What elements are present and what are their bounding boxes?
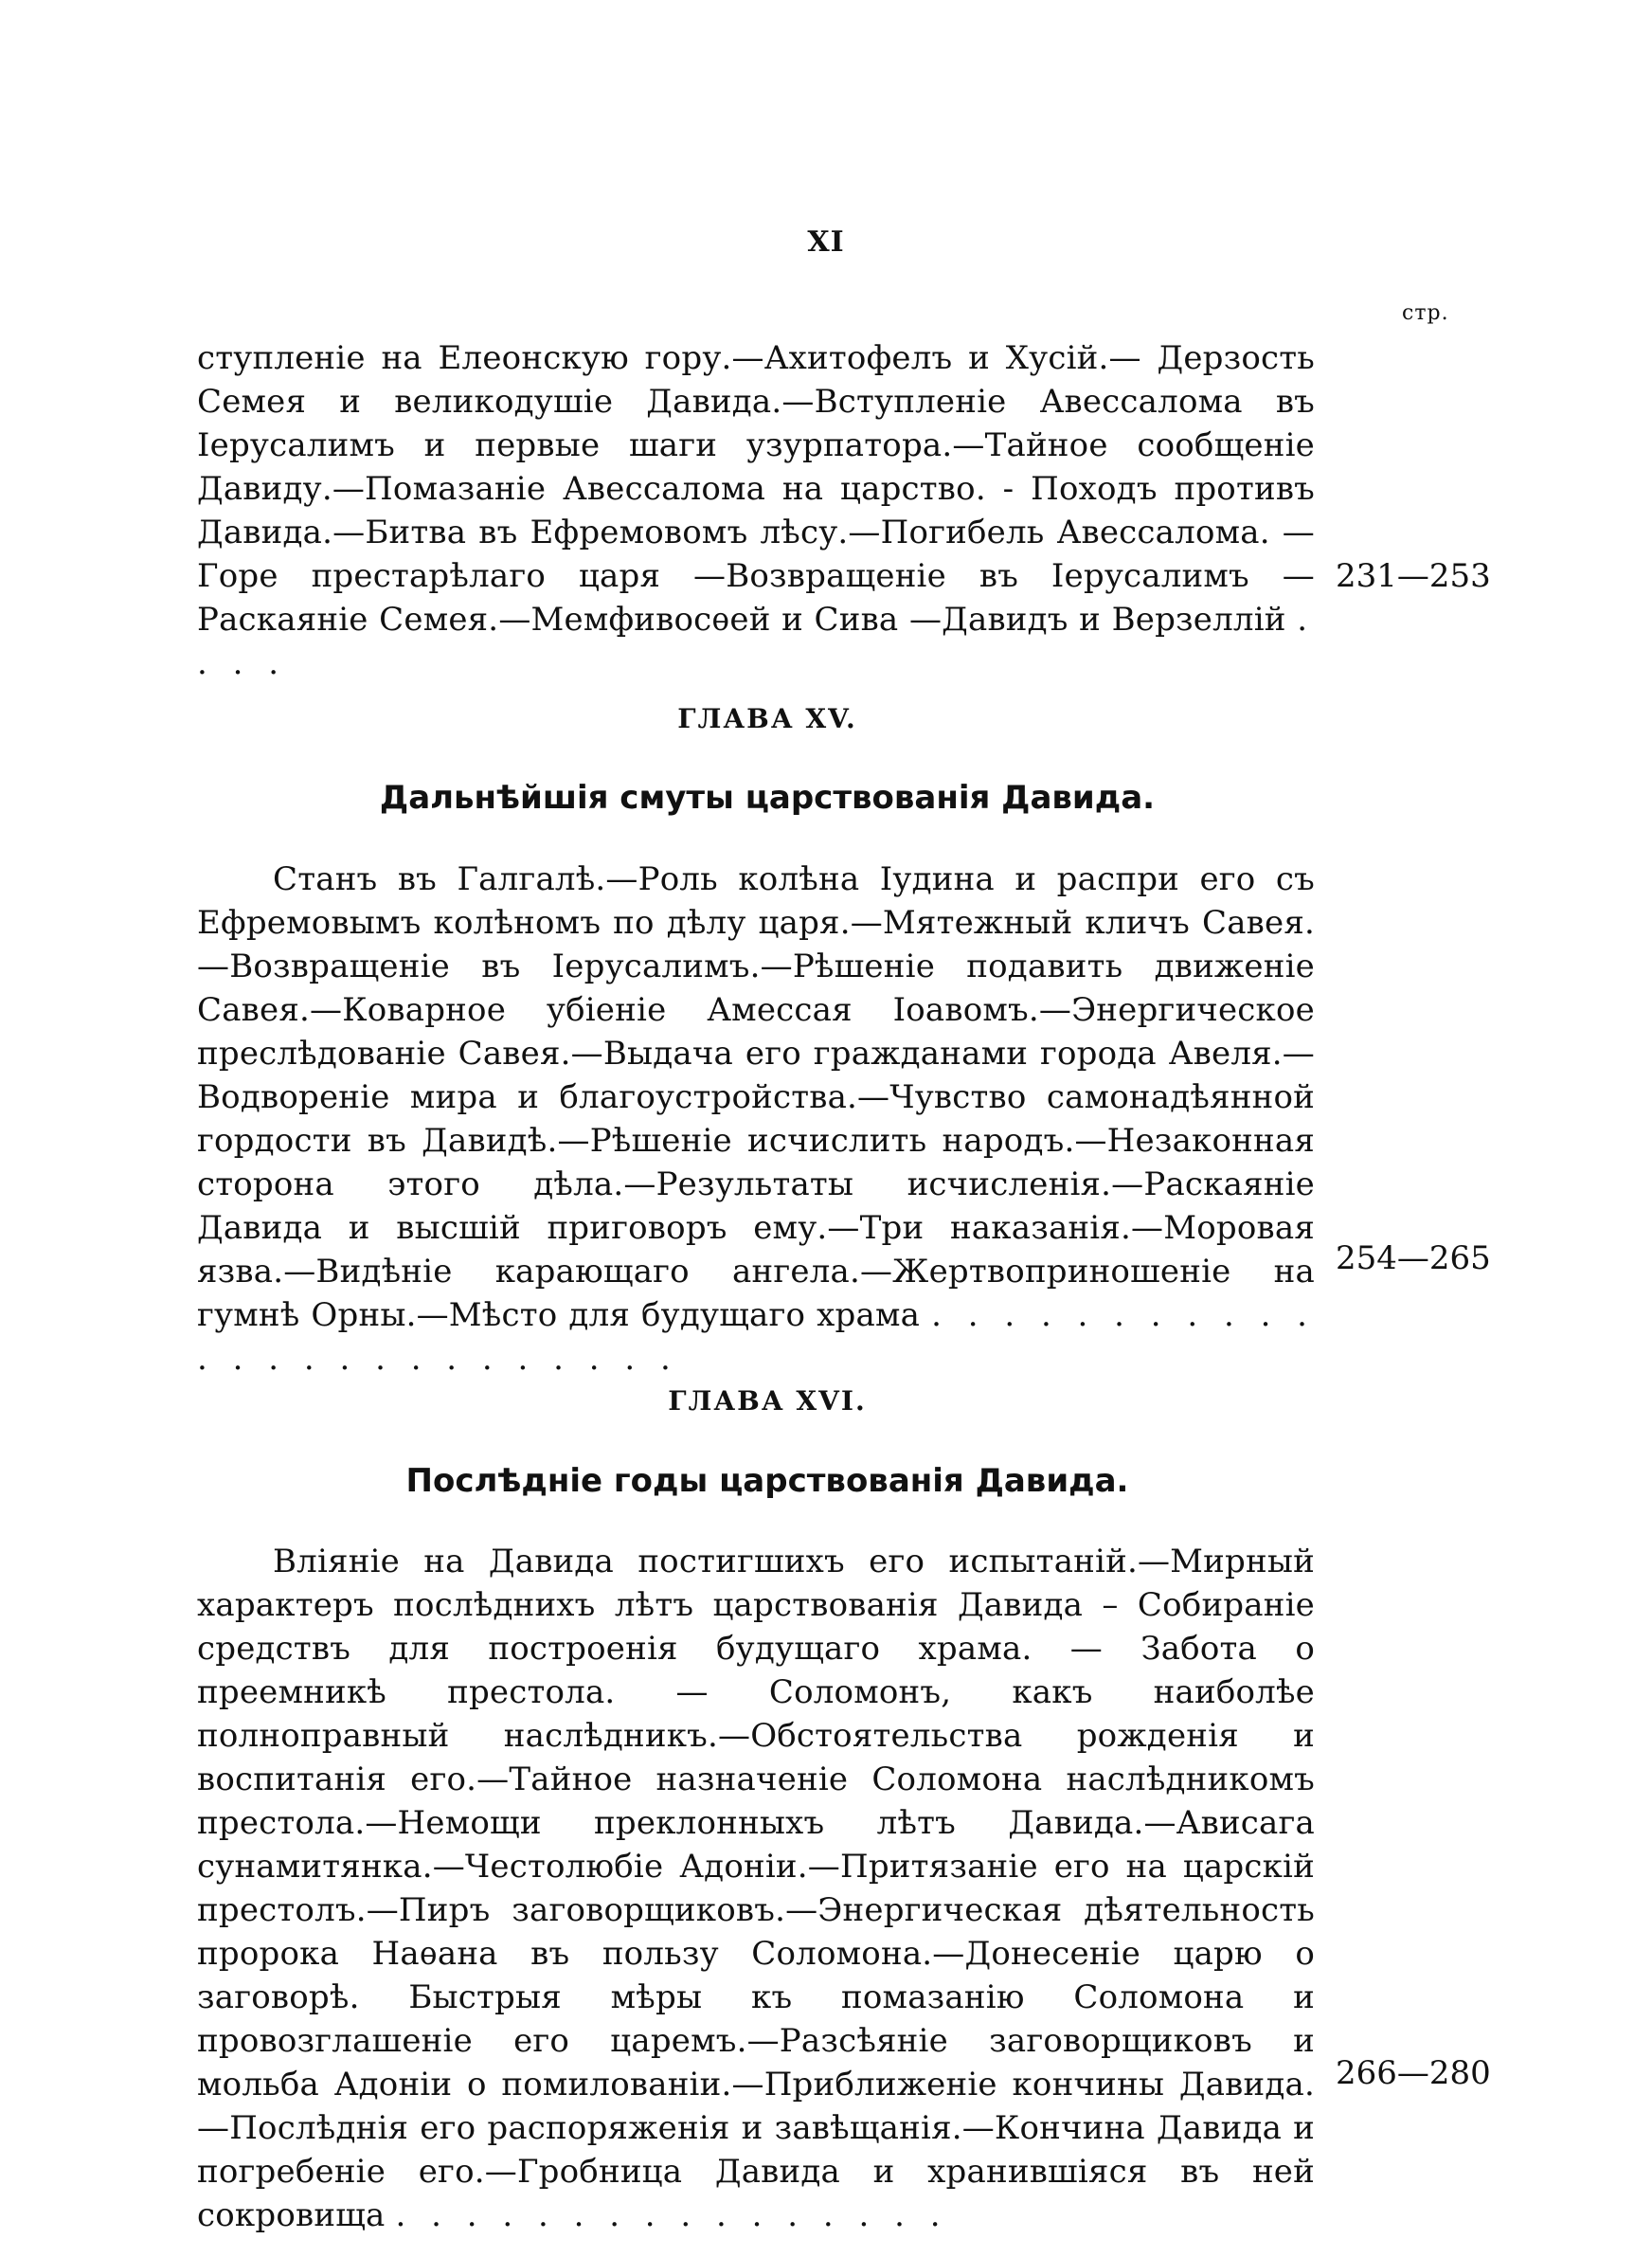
toc-entry-continuation [197, 336, 1315, 685]
page-range: 266—280 [1336, 2054, 1491, 2092]
entry-text: Вліяніе на Давида постигшихъ его испытаній.—Мирный характеръ послѣднихъ лѣтъ царствованія Давида – Собираніе средствъ для построенія будущаго храма. — Забота о преемникѣ престола. — Соломонъ, какъ наиболѣе полноправный наслѣдникъ.—Обстоятельства рожденія и воспитанія его.—Тайное назначеніе Соломона наслѣдникомъ престола.—Немощи преклонныхъ лѣтъ Давида.—Ависага сунамитянка.—Честолюбіе Адоніи.—Притязаніе его на царскій престолъ.—Пиръ заговорщиковъ.—Энергическая дѣятельность пророка Наѳана въ пользу Соломона.—Донесеніе царю о заговорѣ. Быстрыя мѣры къ помазанію Соломона и провозглашеніе его царемъ.—Разсѣяніе заговорщиковъ и мольба Адоніи о помилованіи.—Приближеніе кончины Давида.—Послѣднія его распоряженія и завѣщанія.—Кончина Давида и погребеніе его.—Гробница Давида и хранившіяся въ ней сокровища [197, 1543, 1315, 2234]
page-range: 231—253 [1336, 557, 1491, 595]
chapter-number: ГЛАВА XV. [677, 703, 857, 734]
entry-text: Станъ въ Галгалѣ.—Роль колѣна Іудина и распри его съ Ефремовымъ колѣномъ по дѣлу царя.—Мятежный кличъ Савея.—Возвращеніе въ Іерусалимъ.—Рѣшеніе подавить движеніе Савея.—Коварное убіеніе Амессая Іоавомъ.—Энергическое преслѣдованіе Савея.—Выдача его гражданами города Авеля.—Водвореніе мира и благоустройства.—Чувство самонадѣянной гордости въ Давидѣ.—Рѣшеніе исчислить народъ.—Незаконная сторона этого дѣла.—Результаты исчисленія.—Раскаяніе Давида и высшій приговоръ ему.—Три наказанія.—Моровая язва.—Видѣніе карающаго ангела.—Жертвоприношеніе на гумнѣ Орны.—Мѣсто для будущаго храма [197, 860, 1315, 1334]
dot-leader: . . . . . . . . . . . . . . . . . . . . . . . . . [197, 1296, 1315, 1378]
toc-entry-chapter-xv [197, 858, 1315, 1381]
page-range: 254—265 [1336, 1239, 1491, 1277]
entry-text: ступленіе на Елеонскую гору.—Ахитофелъ и Хусій.— Дерзость Семея и великодушіе Давида.—Вступленіе Авессалома въ Іерусалимъ и первые шаги узурпатора.—Тайное сообщеніе Давиду.—Помазаніе Авессалома на царство. - Походъ противъ Давида.—Битва въ Ефремовомъ лѣсу.—Погибель Авессалома. —Горе престарѣлаго царя —Возвращеніе въ Іерусалимъ — Раскаяніе Семея.—Мемфивосѳей и Сива —Давидъ и Верзеллій [197, 339, 1315, 639]
page-folio: XI [807, 226, 845, 259]
chapter-number: ГЛАВА XVI. [668, 1385, 867, 1417]
chapter-title: Послѣдніе годы царствованія Давида. [405, 1462, 1129, 1500]
page-column-label: стр. [1402, 301, 1449, 325]
chapter-title: Дальнѣйшія смуты царствованія Давида. [379, 779, 1156, 817]
dot-leader: . . . . [197, 601, 1315, 682]
dot-leader: . . . . . . . . . . . . . . . . [395, 2196, 948, 2234]
toc-entry-chapter-xvi [197, 1540, 1315, 2237]
